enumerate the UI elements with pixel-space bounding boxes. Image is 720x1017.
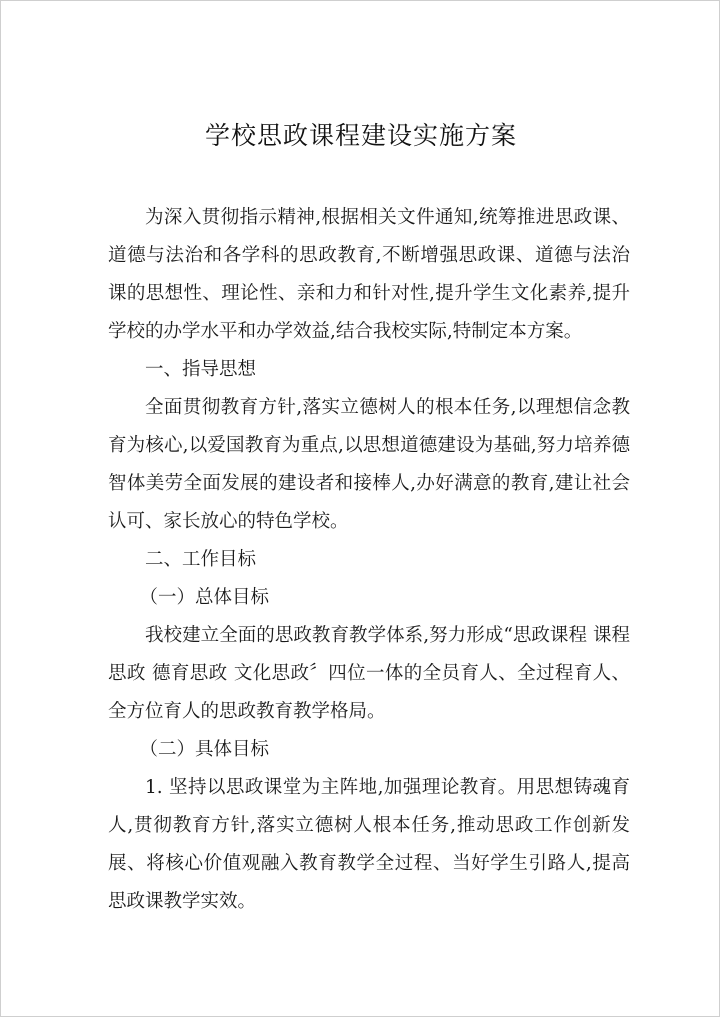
subheading-overall-goals: （一）总体目标 bbox=[139, 587, 269, 608]
intro-paragraph: 为深入贯彻指示精神,根据相关文件通知,统筹推进思政课、道德与法治和各学科的思政教育,不断增强思政课、道德与法治课的思想性、理论性、亲和力和针对性,提升学生文化素养,提升学校的办学水平和办学效益,结合我校实际,特制定本方案。 bbox=[108, 207, 630, 342]
subheading-specific-goals: （二）具体目标 bbox=[139, 739, 269, 760]
document-title: 学校思政课程建设实施方案 bbox=[204, 121, 517, 150]
overall-goals-paragraph: 我校建立全面的思政教育教学体系,努力形成“思政课程 课程思政 德育思政 文化思政〞四位一体的全员育人、全过程育人、全方位育人的思政教育教学格局。 bbox=[108, 625, 630, 722]
guiding-ideology-paragraph: 全面贯彻教育方针,落实立德树人的根本任务,以理想信念教育为核心,以爱国教育为重点,以思想道德建设为基础,努力培养德智体美劳全面发展的建设者和接棒人,办好满意的教育,建让社会认可、家长放心的特色学校。 bbox=[108, 397, 630, 532]
section-heading-work-goals: 二、工作目标 bbox=[145, 549, 257, 570]
section-heading-guiding-ideology: 一、指导思想 bbox=[145, 359, 257, 380]
document-body bbox=[108, 199, 630, 921]
specific-goal-1-paragraph: 1. 坚持以思政课堂为主阵地,加强理论教育。用思想铸魂育人,贯彻教育方针,落实立德树人根本任务,推动思政工作创新发展、将核心价值观融入教育教学全过程、当好学生引路人,提高思政课教学实效。 bbox=[108, 777, 630, 912]
